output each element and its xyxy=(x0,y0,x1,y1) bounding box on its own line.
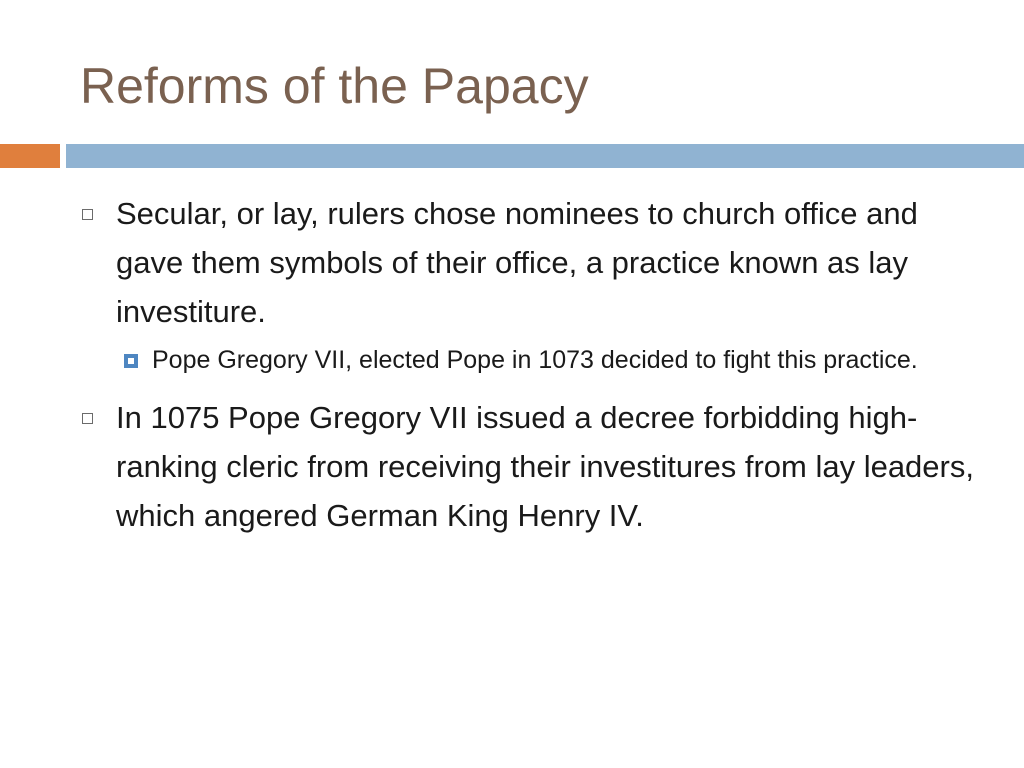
slide-title: Reforms of the Papacy xyxy=(80,58,589,114)
hollow-square-bullet-icon xyxy=(82,209,93,220)
bullet-text: In 1075 Pope Gregory VII issued a decree forbidding high-ranking cleric from receiving their investitures from lay leaders, which angered German King Henry IV. xyxy=(116,400,974,533)
sub-bullet-item xyxy=(116,339,982,381)
title-divider-bar xyxy=(66,144,1024,168)
bullet-text: Secular, or lay, rulers chose nominees to church office and gave them symbols of their office, a practice known as lay investiture. xyxy=(116,196,918,329)
bullet-list xyxy=(82,189,982,540)
bullet-item xyxy=(82,189,982,336)
accent-bar xyxy=(0,144,60,168)
bullet-item xyxy=(82,393,982,540)
filled-square-bullet-icon xyxy=(124,354,138,368)
sub-bullet-text: Pope Gregory VII, elected Pope in 1073 decided to fight this practice. xyxy=(152,346,918,374)
hollow-square-bullet-icon xyxy=(82,413,93,424)
